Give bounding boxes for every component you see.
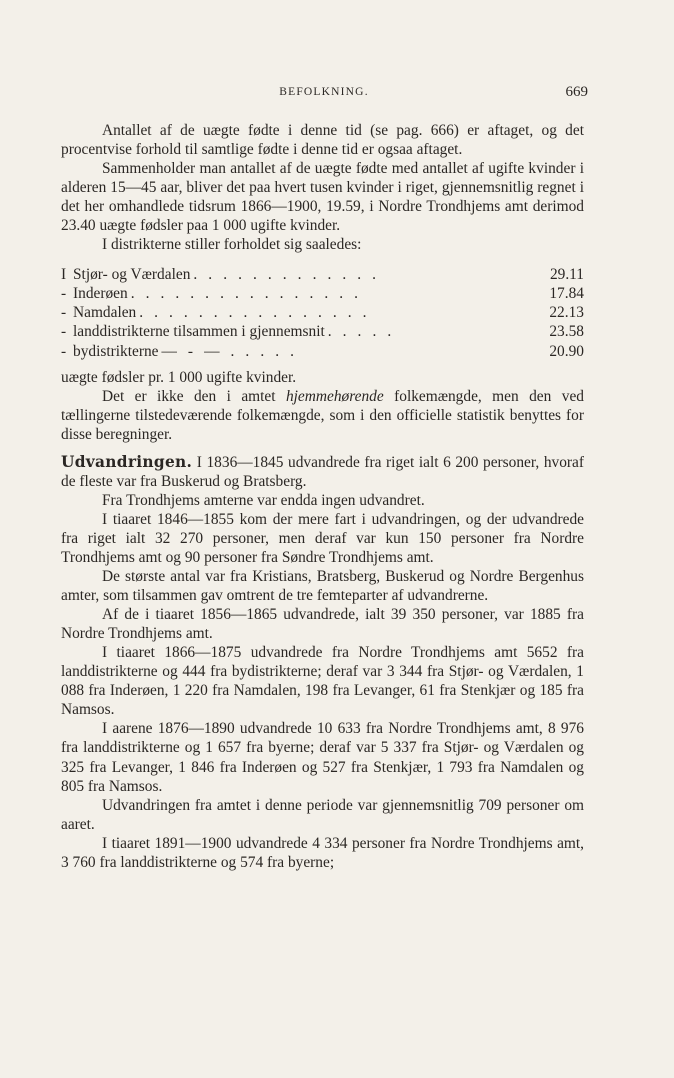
row-leader: . . . . . bbox=[327, 323, 395, 341]
row-value: 20.90 bbox=[549, 342, 584, 360]
paragraph: I distrikterne stiller forholdet sig saaledes: bbox=[102, 236, 362, 254]
running-header bbox=[60, 86, 588, 106]
district-table bbox=[61, 265, 584, 360]
row-leader: . . . . . . . . . . . . . bbox=[193, 266, 380, 284]
paragraph: De største antal var fra Kristians, Bratsberg, Buskerud og Nordre Bergenhus amter, som tilsammen gav omtrent de tre femteparter af udvandrerne. bbox=[61, 568, 584, 605]
row-value: 23.58 bbox=[549, 323, 584, 341]
row-value: 22.13 bbox=[549, 304, 584, 322]
row-mark: - bbox=[61, 323, 67, 341]
paragraph: I tiaaret 1846—1855 kom der mere fart i udvandringen, og der udvandrede fra riget ialt 32 270 personer, men deraf var kun 150 personer fra Nordre Trondhjems amt og 90 personer fra Søndre Trondhjems amt. bbox=[61, 510, 584, 566]
row-name: Stjør- og Værdalen bbox=[73, 266, 191, 284]
row-mark: - bbox=[61, 285, 67, 303]
paragraph: Antallet af de uægte fødte i denne tid (se pag. 666) er aftaget, og det procentvise forhold til samtlige fødte i denne tid er ogsaa aftaget. bbox=[61, 122, 584, 159]
row-value: 29.11 bbox=[549, 266, 584, 284]
italic-term: hjemmehørende bbox=[285, 387, 384, 405]
paragraph: Af de i tiaaret 1856—1865 udvandrede, ialt 39 350 personer, var 1885 fra Nordre Trondhjems amt. bbox=[61, 606, 584, 643]
paragraph-statistics: Det er ikke den i amtet hjemmehørende folkemængde, men den ved tællingerne tilstedeværende folkemængde, som i den officielle statistik benyttes for disse beregninger. bbox=[61, 387, 584, 443]
section-heading: Udvandringen. bbox=[61, 452, 193, 471]
paragraph: Udvandringen fra amtet i denne periode var gjennemsnitlig 709 personer om aaret. bbox=[61, 796, 584, 833]
paragraph: I tiaaret 1866—1875 udvandrede fra Nordre Trondhjems amt 5652 fra landdistrikterne og 444 fra bydistrikterne; deraf var 3 344 fra Stjør- og Værdalen, 1 088 fra Inderøen, 1 220 fra Namdalen, 198 fra Levanger, 61 fra Stenkjær og 185 fra Namsos. bbox=[61, 644, 584, 719]
paragraph: uægte fødsler pr. 1 000 ugifte kvinder. bbox=[61, 368, 297, 386]
table-row bbox=[61, 284, 584, 303]
row-name: landdistrikterne tilsammen i gjennemsnit bbox=[73, 323, 325, 341]
row-name: Namdalen bbox=[73, 304, 137, 322]
table-row bbox=[61, 265, 584, 284]
section-paragraph: Udvandringen. I 1836—1845 udvandrede fra riget ialt 6 200 personer, hvoraf de fleste var fra Buskerud og Bratsberg. bbox=[61, 452, 584, 490]
row-mark: - bbox=[61, 342, 67, 360]
row-mark: - bbox=[61, 304, 67, 322]
table-row bbox=[61, 303, 584, 322]
table-row bbox=[61, 342, 584, 361]
paragraph: I aarene 1876—1890 udvandrede 10 633 fra Nordre Trondhjems amt, 8 976 fra landdistrikterne og 1 657 fra byerne; deraf var 5 337 fra Stjør- og Værdalen og 325 fra Levanger, 1 846 fra Inderøen og 527 fra Stenkjær, 1 793 fra Namdalen og 805 fra Namsos. bbox=[61, 720, 584, 795]
row-mark: I bbox=[61, 266, 67, 284]
header-title: BEFOLKNING. bbox=[279, 86, 369, 98]
paragraph: Sammenholder man antallet af de uægte fødte med antallet af ugifte kvinder i alderen 15—45 aar, bliver det paa hvert tusen kvinder i riget, gjennemsnitlig regnet i det her omhandlede tidsrum 1866—1900, 19.59, i Nordre Trondhjems amt derimod 23.40 uægte fødsler paa 1 000 ugifte kvinder. bbox=[61, 160, 584, 235]
page-number: 669 bbox=[565, 84, 588, 100]
table-row bbox=[61, 322, 584, 341]
body-text bbox=[61, 121, 584, 872]
row-name: bydistrikterne bbox=[73, 342, 159, 360]
row-leader: — - — . . . . . bbox=[161, 342, 298, 360]
row-leader: . . . . . . . . . . . . . . . . bbox=[130, 285, 362, 303]
paragraph: Fra Trondhjems amterne var endda ingen udvandret. bbox=[102, 491, 425, 509]
row-value: 17.84 bbox=[549, 285, 584, 303]
paragraph: I tiaaret 1891—1900 udvandrede 4 334 personer fra Nordre Trondhjems amt, 3 760 fra landdistrikterne og 574 fra byerne; bbox=[61, 834, 584, 871]
row-leader: . . . . . . . . . . . . . . . . bbox=[139, 304, 371, 322]
row-name: Inderøen bbox=[73, 285, 128, 303]
